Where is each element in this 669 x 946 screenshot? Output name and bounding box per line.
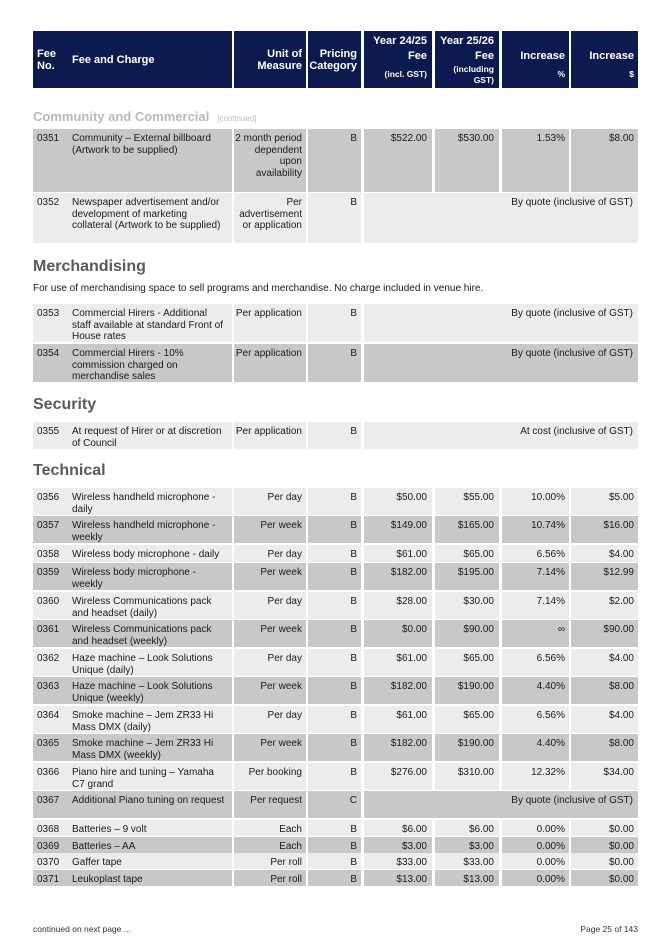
fee-no: 0368 [33, 820, 66, 836]
table-row [0, 870, 669, 886]
unit-of-measure: Per application [234, 304, 306, 342]
fee-2425: $61.00 [364, 706, 432, 733]
pricing-category: B [308, 649, 361, 676]
fee-2526: $65.00 [435, 545, 499, 562]
section-title-security: Security [33, 396, 97, 413]
header-unit-label-2: Measure [257, 60, 302, 72]
quote-note: By quote (inclusive of GST) [364, 193, 638, 243]
table-row [0, 706, 669, 733]
fee-description: Wireless handheld microphone - weekly [66, 516, 232, 543]
table-row [0, 193, 669, 243]
pricing-category: B [308, 763, 361, 790]
unit-of-measure: Per application [234, 422, 306, 449]
increase-dollar: $0.00 [571, 837, 638, 853]
pricing-category: B [308, 516, 361, 543]
fee-no: 0351 [33, 129, 66, 192]
fee-description: Additional Piano tuning on request [66, 791, 232, 818]
header-fee-no [33, 31, 66, 88]
unit-of-measure: Each [234, 820, 306, 836]
fee-2526: $65.00 [435, 649, 499, 676]
fee-no: 0367 [33, 791, 66, 818]
pricing-category: B [308, 706, 361, 733]
increase-dollar: $8.00 [571, 734, 638, 761]
increase-percent: ∞ [502, 620, 569, 647]
pricing-category: B [308, 193, 361, 243]
fee-description: Gaffer tape [66, 853, 232, 869]
fee-description: Batteries – AA [66, 837, 232, 853]
header-incl1-label: (incl. GST) [384, 69, 427, 79]
header-year-2425 [364, 31, 432, 88]
fee-description: Smoke machine – Jem ZR33 Hi Mass DMX (daily) [66, 706, 232, 733]
unit-of-measure: Per day [234, 488, 306, 515]
pricing-category: B [308, 422, 361, 449]
header-dollar-label: $ [629, 69, 634, 79]
pricing-category: B [308, 734, 361, 761]
table-row [0, 516, 669, 543]
header-pct-label: % [557, 69, 565, 79]
header-incl2-label-1: (including [453, 64, 494, 74]
table-row [0, 422, 669, 449]
pricing-category: B [308, 620, 361, 647]
fee-no: 0361 [33, 620, 66, 647]
table-row [0, 304, 669, 342]
table-row [0, 820, 669, 836]
header-year-2425-label: Year 24/25 [373, 35, 427, 47]
fee-2425: $182.00 [364, 677, 432, 704]
unit-of-measure: Per day [234, 545, 306, 562]
unit-of-measure: Per application [234, 344, 306, 382]
table-row [0, 592, 669, 619]
table-row [0, 853, 669, 869]
pricing-category: B [308, 545, 361, 562]
table-row [0, 563, 669, 590]
fee-no: 0359 [33, 563, 66, 590]
quote-note: By quote (inclusive of GST) [364, 304, 638, 342]
unit-of-measure: Per roll [234, 853, 306, 869]
fee-no: 0366 [33, 763, 66, 790]
header-fee2-label: Fee [475, 50, 494, 62]
fee-2425: $522.00 [364, 129, 432, 192]
fee-no: 0371 [33, 870, 66, 886]
unit-of-measure: Per roll [234, 870, 306, 886]
fee-2526: $190.00 [435, 677, 499, 704]
pricing-category: C [308, 791, 361, 818]
fee-2425: $182.00 [364, 563, 432, 590]
table-row [0, 620, 669, 647]
fee-no: 0355 [33, 422, 66, 449]
header-unit [234, 31, 306, 88]
fee-description: Wireless handheld microphone - daily [66, 488, 232, 515]
table-row [0, 129, 669, 192]
header-no-label: No. [37, 60, 55, 72]
increase-percent: 1.53% [502, 129, 569, 192]
table-row [0, 649, 669, 676]
increase-dollar: $5.00 [571, 488, 638, 515]
header-pricing-label-1: Pricing [319, 48, 357, 60]
fee-no: 0362 [33, 649, 66, 676]
fee-2425: $33.00 [364, 853, 432, 869]
table-row [0, 763, 669, 790]
increase-percent: 4.40% [502, 677, 569, 704]
fee-2425: $50.00 [364, 488, 432, 515]
unit-of-measure: Per week [234, 734, 306, 761]
fee-2425: $3.00 [364, 837, 432, 853]
fee-2526: $33.00 [435, 853, 499, 869]
fee-description: Leukoplast tape [66, 870, 232, 886]
increase-dollar: $4.00 [571, 545, 638, 562]
fee-no: 0364 [33, 706, 66, 733]
header-fee1-label: Fee [408, 50, 427, 62]
fee-no: 0354 [33, 344, 66, 382]
increase-percent: 4.40% [502, 734, 569, 761]
fee-2526: $13.00 [435, 870, 499, 886]
fee-2425: $149.00 [364, 516, 432, 543]
header-increase-pct [502, 31, 569, 88]
quote-note: By quote (inclusive of GST) [364, 791, 638, 818]
unit-of-measure: Per week [234, 620, 306, 647]
unit-of-measure: Per booking [234, 763, 306, 790]
fee-2526: $90.00 [435, 620, 499, 647]
fee-description: Newspaper advertisement and/or development of marketing collateral (Artwork to be supplied) [66, 193, 232, 243]
continued-note: continued on next page ... [33, 924, 131, 934]
unit-of-measure: Per week [234, 516, 306, 543]
header-incl2-label-2: GST) [473, 75, 494, 85]
increase-percent: 0.00% [502, 853, 569, 869]
fee-2425: $61.00 [364, 545, 432, 562]
pricing-category: B [308, 563, 361, 590]
fee-no: 0353 [33, 304, 66, 342]
fee-2425: $13.00 [364, 870, 432, 886]
fee-description: Wireless Communications pack and headset (weekly) [66, 620, 232, 647]
pricing-category: B [308, 853, 361, 869]
unit-of-measure: Per week [234, 677, 306, 704]
fee-2526: $530.00 [435, 129, 499, 192]
page-number: Page 25 of 143 [580, 924, 638, 934]
unit-of-measure: Per day [234, 706, 306, 733]
fee-description: Community – External billboard (Artwork to be supplied) [66, 129, 232, 192]
unit-of-measure: Per advertisement or application [234, 193, 306, 243]
increase-dollar: $0.00 [571, 820, 638, 836]
fee-description: Smoke machine – Jem ZR33 Hi Mass DMX (weekly) [66, 734, 232, 761]
increase-dollar: $8.00 [571, 677, 638, 704]
pricing-category: B [308, 677, 361, 704]
increase-percent: 7.14% [502, 563, 569, 590]
unit-of-measure: Per day [234, 592, 306, 619]
fee-description: Haze machine – Look Solutions Unique (daily) [66, 649, 232, 676]
pricing-category: B [308, 304, 361, 342]
pricing-category: B [308, 870, 361, 886]
fee-2425: $276.00 [364, 763, 432, 790]
header-fee-and-charge [66, 31, 232, 88]
increase-dollar: $0.00 [571, 853, 638, 869]
increase-percent: 10.00% [502, 488, 569, 515]
fee-no: 0365 [33, 734, 66, 761]
fee-2526: $3.00 [435, 837, 499, 853]
header-year-2526 [435, 31, 499, 88]
unit-of-measure: Each [234, 837, 306, 853]
fee-description: Commercial Hirers - 10% commission charged on merchandise sales [66, 344, 232, 382]
fee-description: Piano hire and tuning – Yamaha C7 grand [66, 763, 232, 790]
table-row [0, 677, 669, 704]
fee-2425: $182.00 [364, 734, 432, 761]
fee-no: 0369 [33, 837, 66, 853]
fee-2526: $30.00 [435, 592, 499, 619]
header-year-2526-label: Year 25/26 [440, 35, 494, 47]
fee-no: 0352 [33, 193, 66, 243]
increase-percent: 7.14% [502, 592, 569, 619]
unit-of-measure: 2 month period dependent upon availability [234, 129, 306, 192]
pricing-category: B [308, 592, 361, 619]
pricing-category: B [308, 820, 361, 836]
header-fee-label: Fee [37, 48, 56, 60]
increase-dollar: $90.00 [571, 620, 638, 647]
table-row [0, 837, 669, 853]
fee-description: At request of Hirer or at discretion of Council [66, 422, 232, 449]
increase-percent: 0.00% [502, 837, 569, 853]
fee-2526: $310.00 [435, 763, 499, 790]
fee-description: Haze machine – Look Solutions Unique (weekly) [66, 677, 232, 704]
table-row [0, 488, 669, 515]
unit-of-measure: Per week [234, 563, 306, 590]
increase-dollar: $16.00 [571, 516, 638, 543]
fee-description: Wireless Communications pack and headset (daily) [66, 592, 232, 619]
fee-2425: $0.00 [364, 620, 432, 647]
fee-no: 0358 [33, 545, 66, 562]
section-title-merchandising: Merchandising [33, 258, 146, 275]
increase-dollar: $0.00 [571, 870, 638, 886]
increase-dollar: $34.00 [571, 763, 638, 790]
pricing-category: B [308, 837, 361, 853]
fee-no: 0360 [33, 592, 66, 619]
unit-of-measure: Per request [234, 791, 306, 818]
fee-no: 0363 [33, 677, 66, 704]
fee-2425: $28.00 [364, 592, 432, 619]
quote-note: At cost (inclusive of GST) [364, 422, 638, 449]
increase-percent: 12.32% [502, 763, 569, 790]
fee-description: Batteries – 9 volt [66, 820, 232, 836]
fee-no: 0356 [33, 488, 66, 515]
fee-2526: $65.00 [435, 706, 499, 733]
increase-dollar: $4.00 [571, 649, 638, 676]
fee-2526: $55.00 [435, 488, 499, 515]
header-increase-dollar [571, 31, 638, 88]
fee-2425: $61.00 [364, 649, 432, 676]
fee-2526: $165.00 [435, 516, 499, 543]
section-title-community [33, 109, 256, 124]
fee-description: Wireless body microphone - daily [66, 545, 232, 562]
pricing-category: B [308, 129, 361, 192]
increase-dollar: $12.99 [571, 563, 638, 590]
increase-percent: 6.56% [502, 706, 569, 733]
fee-2425: $6.00 [364, 820, 432, 836]
increase-percent: 0.00% [502, 820, 569, 836]
header-pricing-label-2: Category [309, 60, 357, 72]
fee-description: Wireless body microphone - weekly [66, 563, 232, 590]
header-increase2-label: Increase [589, 50, 634, 62]
pricing-category: B [308, 488, 361, 515]
header-fee-and-charge-label: Fee and Charge [72, 54, 155, 66]
header-unit-label-1: Unit of [267, 48, 302, 60]
increase-percent: 10.74% [502, 516, 569, 543]
fee-description: Commercial Hirers - Additional staff available at standard Front of House rates [66, 304, 232, 342]
table-row [0, 545, 669, 562]
section-title-technical: Technical [33, 462, 106, 479]
fee-2526: $190.00 [435, 734, 499, 761]
unit-of-measure: Per day [234, 649, 306, 676]
header-increase1-label: Increase [520, 50, 565, 62]
header-pricing [308, 31, 361, 88]
increase-dollar: $8.00 [571, 129, 638, 192]
continued-label: [continued] [217, 114, 257, 123]
pricing-category: B [308, 344, 361, 382]
fee-2526: $195.00 [435, 563, 499, 590]
table-row [0, 344, 669, 382]
increase-percent: 6.56% [502, 649, 569, 676]
table-row [0, 734, 669, 761]
fee-2526: $6.00 [435, 820, 499, 836]
increase-percent: 6.56% [502, 545, 569, 562]
section-title-community-text: Community and Commercial [33, 109, 210, 124]
increase-percent: 0.00% [502, 870, 569, 886]
fee-no: 0370 [33, 853, 66, 869]
increase-dollar: $2.00 [571, 592, 638, 619]
quote-note: By quote (inclusive of GST) [364, 344, 638, 382]
section-intro-merchandising: For use of merchandising space to sell programs and merchandise. No charge included in venue hire. [33, 283, 484, 294]
increase-dollar: $4.00 [571, 706, 638, 733]
fee-no: 0357 [33, 516, 66, 543]
table-row [0, 791, 669, 818]
